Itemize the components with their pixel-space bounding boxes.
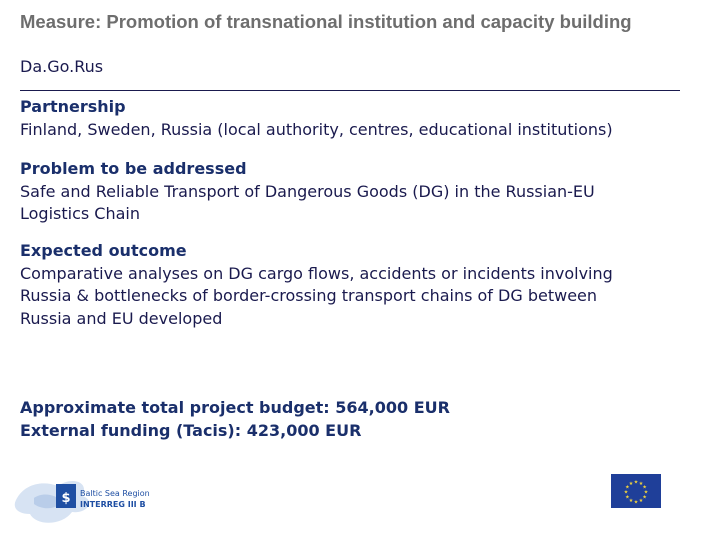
eu-flag-logo xyxy=(611,474,661,508)
eu-star-icon: ★ xyxy=(642,494,647,501)
emblem-mark: $ xyxy=(61,491,71,506)
eu-star-icon: ★ xyxy=(625,494,630,501)
outcome-text-line: Russia and EU developed xyxy=(20,308,223,328)
outcome-section xyxy=(20,240,710,330)
eu-star-icon: ★ xyxy=(643,489,649,496)
problem-heading: Problem to be addressed xyxy=(20,159,247,178)
partnership-heading: Partnership xyxy=(20,97,126,116)
outcome-text-line: Comparative analyses on DG cargo flows, accidents or incidents involving xyxy=(20,263,613,283)
programme-subtitle: INTERREG III B xyxy=(80,500,146,509)
partnership-text: Finland, Sweden, Russia (local authority, centres, educational institutions) xyxy=(20,119,613,139)
eu-star-icon: ★ xyxy=(623,489,629,496)
programme-name: Baltic Sea Region xyxy=(80,489,150,498)
outcome-heading: Expected outcome xyxy=(20,241,187,260)
problem-section xyxy=(20,158,710,226)
outcome-text-line: Russia & bottlenecks of border-crossing transport chains of DG between xyxy=(20,286,598,305)
problem-text-line: Safe and Reliable Transport of Dangerous Goods (DG) in the Russian-EU xyxy=(20,181,595,201)
total-budget: Approximate total project budget: 564,000 EUR xyxy=(20,398,450,417)
interreg-baltic-logo xyxy=(12,470,162,532)
eu-star-icon: ★ xyxy=(633,479,639,486)
partnership-section xyxy=(20,96,710,141)
title-divider xyxy=(20,90,680,91)
problem-text-line: Logistics Chain xyxy=(20,204,140,223)
project-name: Da.Go.Rus xyxy=(20,57,104,76)
eu-star-icon: ★ xyxy=(628,498,634,505)
eu-star-icon: ★ xyxy=(628,480,634,487)
eu-star-icon: ★ xyxy=(642,484,647,491)
measure-title: Measure: Promotion of transnational institution and capacity building xyxy=(20,11,632,32)
external-funding: External funding (Tacis): 423,000 EUR xyxy=(20,420,362,440)
budget-section xyxy=(20,397,710,442)
eu-star-icon: ★ xyxy=(638,480,644,487)
eu-star-icon: ★ xyxy=(625,484,630,491)
eu-star-icon: ★ xyxy=(633,499,639,506)
eu-star-icon: ★ xyxy=(638,498,644,505)
